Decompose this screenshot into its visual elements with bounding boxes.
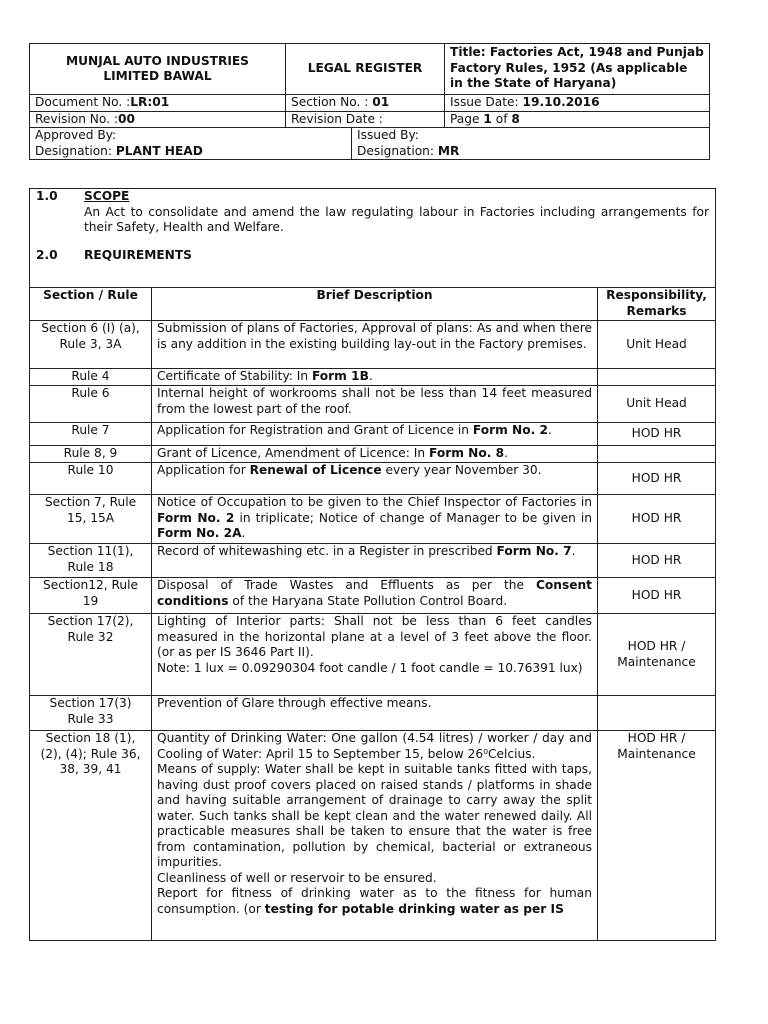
table-row	[30, 369, 716, 386]
row-responsibility	[598, 696, 716, 731]
row-description	[152, 369, 598, 386]
description-emphasis: testing for potable drinking water as per IS	[264, 901, 564, 916]
row-responsibility: HOD HR	[598, 578, 716, 614]
issue-date: Issue Date: 19.10.2016	[445, 95, 710, 112]
description-text: Application for	[157, 463, 250, 477]
row-description	[152, 495, 598, 544]
table-row	[30, 386, 716, 423]
row-section-rule: Section 11(1), Rule 18	[30, 544, 152, 578]
scope-heading: 1.0 SCOPE	[36, 189, 130, 203]
description-text: .	[571, 544, 576, 558]
description-emphasis: Form No. 7	[496, 544, 572, 558]
row-section-rule: Rule 4	[30, 369, 152, 386]
description-text: Lighting of Interior parts: Shall not be less than 6 feet candles measured in the horizontal plane at a level of 3 feet above the floor. (or as per IS 3646 Part II).	[157, 614, 592, 659]
description-text: Quantity of Drinking Water: One gallon (4.54 litres) / worker / day and Cooling of Water: April 15 to September 15, below 26⁰Celcius.	[157, 731, 592, 761]
description-text: Notice of Occupation to be given to the Chief Inspector of Factories in	[157, 495, 592, 509]
row-section-rule: Rule 7	[30, 423, 152, 446]
approved-by-label: Approved By:	[35, 128, 117, 142]
revision-number-value: 00	[118, 111, 135, 126]
description-emphasis: Form 1B	[311, 369, 369, 383]
column-header-section: Section / Rule	[30, 288, 152, 321]
column-header-description: Brief Description	[152, 288, 598, 321]
row-description	[152, 463, 598, 495]
row-section-rule: Rule 6	[30, 386, 152, 423]
requirements-heading: 2.0 REQUIREMENTS	[36, 247, 192, 262]
table-row	[30, 696, 716, 731]
requirements-table	[29, 188, 716, 941]
row-description	[152, 696, 598, 731]
description-emphasis: Form No. 2	[472, 423, 548, 437]
row-description	[152, 614, 598, 696]
issued-by-label: Issued By:	[357, 128, 419, 142]
document-number-value: LR:01	[130, 95, 170, 109]
description-text: Report for fitness of drinking water as to the fitness for human consumption. (or	[157, 886, 592, 916]
description-text: .	[547, 423, 552, 437]
row-section-rule: Section 17(2), Rule 32	[30, 614, 152, 696]
document-number: Document No. :LR:01	[30, 95, 286, 112]
row-section-rule: Rule 8, 9	[30, 446, 152, 463]
table-row	[30, 495, 716, 544]
description-text: Record of whitewashing etc. in a Register in prescribed	[157, 544, 497, 558]
issue-date-value: 19.10.2016	[522, 95, 600, 109]
row-description	[152, 321, 598, 369]
description-text: Cleanliness of well or reservoir to be ensured.	[157, 870, 437, 885]
description-text: Grant of Licence, Amendment of Licence: In	[157, 446, 429, 460]
row-description	[152, 386, 598, 423]
section-number-value: 01	[372, 95, 390, 109]
description-emphasis: Consent conditions	[157, 578, 592, 608]
page-number: Page 1 of 8	[445, 111, 710, 128]
description-text: Application for Registration and Grant of Licence in	[157, 423, 473, 437]
description-text: of the Haryana State Pollution Control Board.	[228, 593, 508, 608]
row-description	[152, 423, 598, 446]
description-emphasis: Form No. 2	[157, 510, 235, 525]
document-title: Title: Factories Act, 1948 and Punjab Factory Rules, 1952 (As applicable in the State of Haryana)	[445, 44, 710, 95]
row-description	[152, 578, 598, 614]
description-text: in triplicate; Notice of change of Manager to be given in	[234, 510, 592, 525]
description-text: Note: 1 lux = 0.09290304 foot candle / 1 foot candle = 10.76391 lux)	[157, 660, 583, 675]
table-row	[30, 544, 716, 578]
description-text: Certificate of Stability: In	[157, 369, 312, 383]
table-row	[30, 321, 716, 369]
row-description	[152, 446, 598, 463]
approved-by-block	[30, 128, 352, 160]
table-row	[30, 731, 716, 941]
company-name: MUNJAL AUTO INDUSTRIES LIMITED BAWAL	[30, 44, 286, 95]
revision-number: Revision No. :00	[30, 111, 286, 128]
row-section-rule: Section12, Rule 19	[30, 578, 152, 614]
scope-text: An Act to consolidate and amend the law regulating labour in Factories including arrangements for their Safety, Health and Welfare.	[84, 204, 709, 234]
row-responsibility: HOD HR / Maintenance	[598, 614, 716, 696]
table-row	[30, 578, 716, 614]
issued-designation: Designation: MR	[357, 143, 460, 158]
description-emphasis: Form No. 8	[428, 446, 505, 460]
description-text: Means of supply: Water shall be kept in suitable tanks fitted with taps, having dust proof covers placed on raised stands / platforms in shade and having suitable arrangement of drainage to carry away the split water. Such tanks shall be kept clean and the water renewed daily. All practicable measures shall be taken to ensure that the water is free from contamination, pollution by chemical, bacterial or extraneous impurities.	[157, 762, 592, 869]
table-row	[30, 446, 716, 463]
description-text: every year November 30.	[381, 463, 542, 477]
table-row	[30, 614, 716, 696]
row-responsibility: HOD HR	[598, 463, 716, 495]
row-responsibility: Unit Head	[598, 321, 716, 369]
section-number: Section No. : 01	[286, 95, 445, 112]
table-row	[30, 423, 716, 446]
register-type: LEGAL REGISTER	[286, 44, 445, 95]
scope-section	[30, 189, 716, 288]
row-description	[152, 544, 598, 578]
column-header-responsibility: Responsibility, Remarks	[598, 288, 716, 321]
document-header-table	[29, 43, 710, 160]
description-emphasis: Renewal of Licence	[249, 463, 382, 477]
description-emphasis: Form No. 2A	[157, 526, 242, 540]
description-text: Submission of plans of Factories, Approval of plans: As and when there is any addition in the existing building lay-out in the Factory premises.	[157, 321, 592, 351]
row-responsibility: Unit Head	[598, 386, 716, 423]
description-text: Disposal of Trade Wastes and Effluents as per the	[157, 578, 536, 592]
description-text: Prevention of Glare through effective means.	[157, 696, 432, 710]
row-section-rule: Section 6 (I) (a), Rule 3, 3A	[30, 321, 152, 369]
revision-date: Revision Date :	[286, 111, 445, 128]
row-section-rule: Section 17(3) Rule 33	[30, 696, 152, 731]
description-text: .	[368, 369, 373, 383]
row-section-rule: Rule 10	[30, 463, 152, 495]
row-responsibility: HOD HR	[598, 495, 716, 544]
approved-designation: Designation: PLANT HEAD	[35, 143, 203, 158]
table-row	[30, 463, 716, 495]
row-responsibility: HOD HR	[598, 544, 716, 578]
description-text: .	[504, 446, 508, 460]
row-responsibility	[598, 369, 716, 386]
description-text: Internal height of workrooms shall not be less than 14 feet measured from the lowest part of the roof.	[157, 386, 592, 416]
row-responsibility	[598, 446, 716, 463]
row-description	[152, 731, 598, 941]
description-text: .	[241, 526, 246, 540]
row-section-rule: Section 18 (1), (2), (4); Rule 36, 38, 39, 41	[30, 731, 152, 941]
row-section-rule: Section 7, Rule 15, 15A	[30, 495, 152, 544]
row-responsibility: HOD HR	[598, 423, 716, 446]
row-responsibility: HOD HR / Maintenance	[598, 731, 716, 941]
issued-by-block	[352, 128, 710, 160]
